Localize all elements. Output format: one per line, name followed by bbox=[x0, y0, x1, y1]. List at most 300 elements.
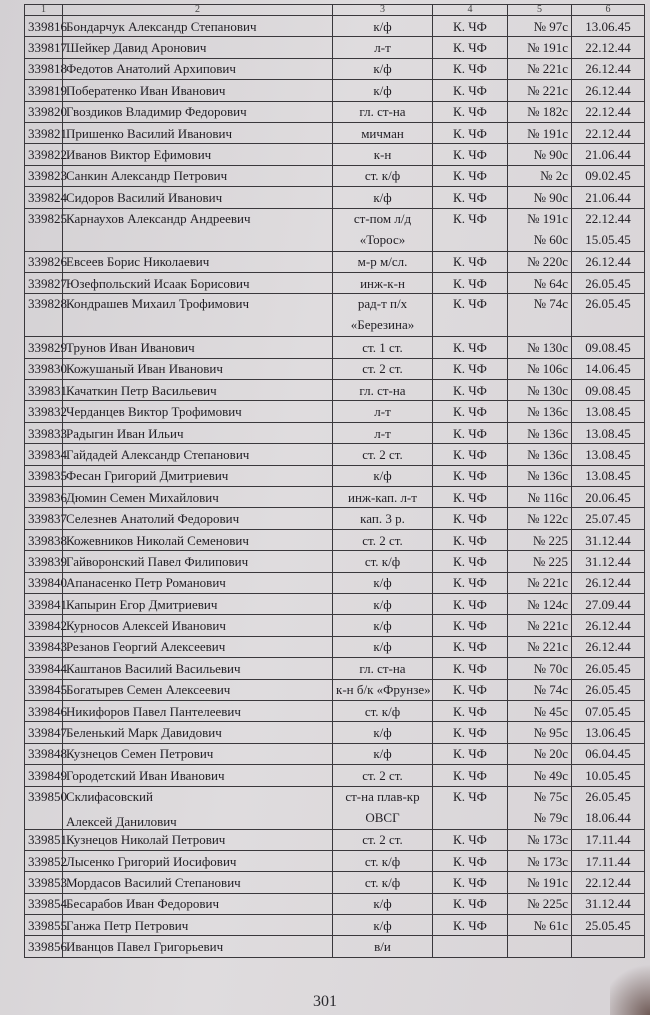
order-date-cell bbox=[572, 786, 645, 829]
unit-cell bbox=[433, 37, 508, 58]
order-number-cell bbox=[508, 272, 572, 293]
table-row bbox=[25, 529, 645, 550]
unit: К. ЧФ bbox=[453, 82, 487, 98]
rank-cell bbox=[333, 872, 433, 893]
record-number: 339819 bbox=[28, 82, 67, 98]
record-number-cell bbox=[25, 80, 67, 101]
order-number: № 221с bbox=[527, 61, 568, 77]
order-number-cell bbox=[508, 144, 572, 165]
rank-cell bbox=[333, 251, 433, 272]
order-number-cell bbox=[508, 936, 572, 957]
table-row bbox=[25, 208, 645, 251]
order-date-cell bbox=[572, 122, 645, 143]
unit-cell bbox=[433, 679, 508, 700]
rank: ст. к/ф bbox=[364, 168, 401, 184]
order-date: 25.07.45 bbox=[585, 511, 631, 527]
order-date: 26.12.44 bbox=[585, 61, 631, 77]
order-number-cell bbox=[508, 80, 572, 101]
unit-cell bbox=[433, 551, 508, 572]
person-name-cell bbox=[63, 358, 333, 379]
rank: к-н bbox=[373, 147, 392, 163]
order-date-cell bbox=[572, 487, 645, 508]
person-name: Бесарабов Иван Федорович bbox=[66, 896, 219, 912]
record-number: 339839 bbox=[28, 553, 67, 569]
order-date: 06.04.45 bbox=[585, 746, 631, 762]
unit: К. ЧФ bbox=[453, 404, 487, 420]
record-number: 339840 bbox=[28, 575, 67, 591]
rank-cell bbox=[333, 850, 433, 871]
table-row bbox=[25, 337, 645, 358]
order-number: № 220с bbox=[527, 254, 568, 270]
unit: К. ЧФ bbox=[453, 210, 487, 226]
order-number-cell bbox=[508, 187, 572, 208]
order-date: 13.08.45 bbox=[585, 404, 631, 420]
table-row bbox=[25, 80, 645, 101]
order-date-cell bbox=[572, 380, 645, 401]
order-date: 17.11.44 bbox=[585, 832, 631, 848]
table-row bbox=[25, 850, 645, 871]
order-date: 20.06.45 bbox=[585, 489, 631, 505]
person-name: Лысенко Григорий Иосифович bbox=[66, 853, 237, 869]
table-row bbox=[25, 187, 645, 208]
person-name: Черданцев Виктор Трофимович bbox=[66, 404, 242, 420]
order-number: № 90с bbox=[533, 147, 568, 163]
unit: К. ЧФ bbox=[453, 511, 487, 527]
rank: ст-пом л/д bbox=[353, 210, 412, 226]
rank-cell bbox=[333, 786, 433, 829]
rank: к/ф bbox=[373, 618, 392, 634]
record-number: 339817 bbox=[28, 40, 67, 56]
person-name: Карнаухов Александр Андреевич bbox=[66, 210, 251, 226]
rank-cell bbox=[333, 144, 433, 165]
rank: гл. ст-на bbox=[359, 382, 406, 398]
order-date: 26.05.45 bbox=[585, 296, 631, 312]
record-number-cell bbox=[25, 380, 67, 401]
order-number-cell bbox=[508, 915, 572, 936]
table-row bbox=[25, 636, 645, 657]
record-number: 339836 bbox=[28, 489, 67, 505]
order-number: № 191с bbox=[527, 40, 568, 56]
order-date-cell bbox=[572, 722, 645, 743]
table-row bbox=[25, 58, 645, 79]
order-date-cell bbox=[572, 700, 645, 721]
order-date-cell bbox=[572, 872, 645, 893]
order-number: № 191с bbox=[527, 125, 568, 141]
order-number: № 182с bbox=[527, 104, 568, 120]
order-number-cell bbox=[508, 465, 572, 486]
order-date-line2: 18.06.44 bbox=[585, 809, 631, 825]
order-number: № 225 bbox=[532, 532, 568, 548]
order-date: 27.09.44 bbox=[585, 596, 631, 612]
order-date-cell bbox=[572, 208, 645, 251]
rank: ст. к/ф bbox=[364, 703, 401, 719]
order-number: № 225 bbox=[532, 553, 568, 569]
order-date-line2: 15.05.45 bbox=[585, 231, 631, 247]
person-name: Юзефпольский Исаак Борисович bbox=[66, 275, 250, 291]
rank: к/ф bbox=[373, 575, 392, 591]
order-date: 26.05.45 bbox=[585, 660, 631, 676]
table-row bbox=[25, 743, 645, 764]
record-number: 339845 bbox=[28, 682, 67, 698]
person-name-cell bbox=[63, 786, 333, 829]
unit-cell bbox=[433, 636, 508, 657]
record-number-cell bbox=[25, 208, 67, 251]
record-number: 339820 bbox=[28, 104, 67, 120]
person-name: Гайдадей Александр Степанович bbox=[66, 446, 250, 462]
order-date: 07.05.45 bbox=[585, 703, 631, 719]
person-name-cell bbox=[63, 829, 333, 850]
record-number: 339854 bbox=[28, 896, 67, 912]
rank-cell bbox=[333, 122, 433, 143]
unit-cell bbox=[433, 337, 508, 358]
record-number: 339818 bbox=[28, 61, 67, 77]
order-date-cell bbox=[572, 765, 645, 786]
unit: К. ЧФ bbox=[453, 425, 487, 441]
unit-cell bbox=[433, 829, 508, 850]
order-number: № 95с bbox=[533, 725, 568, 741]
order-date-cell bbox=[572, 551, 645, 572]
rank: инж-к-н bbox=[360, 275, 405, 291]
record-number: 339855 bbox=[28, 917, 67, 933]
unit: К. ЧФ bbox=[453, 682, 487, 698]
record-number: 339850 bbox=[28, 788, 67, 804]
unit: К. ЧФ bbox=[453, 382, 487, 398]
order-date: 26.12.44 bbox=[585, 254, 631, 270]
order-date: 22.12.44 bbox=[585, 104, 631, 120]
rank-cell bbox=[333, 444, 433, 465]
person-name-cell bbox=[63, 850, 333, 871]
order-date-cell bbox=[572, 358, 645, 379]
person-name: Кожевников Николай Семенович bbox=[66, 532, 249, 548]
person-name-cell bbox=[63, 572, 333, 593]
record-number-cell bbox=[25, 165, 67, 186]
table-row bbox=[25, 508, 645, 529]
unit-cell bbox=[433, 422, 508, 443]
order-number-cell bbox=[508, 401, 572, 422]
record-number: 339846 bbox=[28, 703, 67, 719]
order-date-cell bbox=[572, 272, 645, 293]
rank-cell bbox=[333, 700, 433, 721]
unit-cell bbox=[433, 272, 508, 293]
order-date: 09.02.45 bbox=[585, 168, 631, 184]
unit-cell bbox=[433, 872, 508, 893]
table-row bbox=[25, 679, 645, 700]
person-name-cell bbox=[63, 144, 333, 165]
unit-cell bbox=[433, 743, 508, 764]
unit: К. ЧФ bbox=[453, 339, 487, 355]
table-row bbox=[25, 872, 645, 893]
rank-cell bbox=[333, 636, 433, 657]
table-row bbox=[25, 487, 645, 508]
unit-cell bbox=[433, 465, 508, 486]
rank: к/ф bbox=[373, 82, 392, 98]
order-number-cell bbox=[508, 422, 572, 443]
rank-cell bbox=[333, 16, 433, 37]
order-number: № 221с bbox=[527, 618, 568, 634]
unit: К. ЧФ bbox=[453, 788, 487, 804]
unit: К. ЧФ bbox=[453, 532, 487, 548]
unit-cell bbox=[433, 294, 508, 337]
unit-cell bbox=[433, 165, 508, 186]
person-name: Евсеев Борис Николаевич bbox=[66, 254, 210, 270]
unit-cell bbox=[433, 572, 508, 593]
order-number-cell bbox=[508, 829, 572, 850]
order-date: 13.08.45 bbox=[585, 425, 631, 441]
record-number: 339831 bbox=[28, 382, 67, 398]
rank: в/и bbox=[374, 939, 391, 955]
order-date: 26.12.44 bbox=[585, 618, 631, 634]
record-number-cell bbox=[25, 444, 67, 465]
order-date-cell bbox=[572, 294, 645, 337]
order-date: 17.11.44 bbox=[585, 853, 631, 869]
order-number-cell bbox=[508, 37, 572, 58]
unit-cell bbox=[433, 251, 508, 272]
person-name: Побератенко Иван Иванович bbox=[66, 82, 226, 98]
unit: К. ЧФ bbox=[453, 553, 487, 569]
order-date: 31.12.44 bbox=[585, 553, 631, 569]
order-number-cell bbox=[508, 58, 572, 79]
table-row bbox=[25, 658, 645, 679]
rank-cell bbox=[333, 572, 433, 593]
person-name: Иванцов Павел Григорьевич bbox=[66, 939, 224, 955]
rank: ст. 2 ст. bbox=[362, 446, 403, 462]
order-number-cell bbox=[508, 551, 572, 572]
column-header: 2 bbox=[63, 5, 333, 16]
order-date-cell bbox=[572, 508, 645, 529]
rank-cell bbox=[333, 487, 433, 508]
person-name: Радыгин Иван Ильич bbox=[66, 425, 184, 441]
table-row bbox=[25, 593, 645, 614]
record-number-cell bbox=[25, 765, 67, 786]
order-number: № 221с bbox=[527, 639, 568, 655]
order-date-cell bbox=[572, 422, 645, 443]
rank: к-н б/к «Фрунзе» bbox=[336, 682, 431, 698]
order-date: 22.12.44 bbox=[585, 210, 631, 226]
order-date-cell bbox=[572, 80, 645, 101]
person-name-cell bbox=[63, 337, 333, 358]
person-name-cell bbox=[63, 593, 333, 614]
order-number: № 136с bbox=[527, 404, 568, 420]
person-name-cell bbox=[63, 872, 333, 893]
person-name-cell bbox=[63, 422, 333, 443]
record-number: 339833 bbox=[28, 425, 67, 441]
rank-cell bbox=[333, 165, 433, 186]
rank: ст-на плав-кр bbox=[345, 788, 420, 804]
table-row bbox=[25, 936, 645, 957]
record-number-cell bbox=[25, 615, 67, 636]
person-name: Гвоздиков Владимир Федорович bbox=[66, 104, 247, 120]
person-name: Федотов Анатолий Архипович bbox=[66, 61, 236, 77]
rank: к/ф bbox=[373, 746, 392, 762]
person-name-cell bbox=[63, 380, 333, 401]
unit-cell bbox=[433, 765, 508, 786]
person-name: Дюмин Семен Михайлович bbox=[66, 489, 219, 505]
person-name-cell bbox=[63, 165, 333, 186]
record-number: 339828 bbox=[28, 296, 67, 312]
order-number-cell bbox=[508, 294, 572, 337]
order-date-cell bbox=[572, 251, 645, 272]
rank-cell bbox=[333, 422, 433, 443]
record-number: 339849 bbox=[28, 767, 67, 783]
person-name: Резанов Георгий Алексеевич bbox=[66, 639, 226, 655]
rank: ст. к/ф bbox=[364, 853, 401, 869]
person-name: Трунов Иван Иванович bbox=[66, 339, 195, 355]
order-date: 21.06.44 bbox=[585, 147, 631, 163]
table-row bbox=[25, 422, 645, 443]
unit: К. ЧФ bbox=[453, 275, 487, 291]
table-row bbox=[25, 101, 645, 122]
record-number-cell bbox=[25, 37, 67, 58]
rank-cell bbox=[333, 337, 433, 358]
record-number: 339830 bbox=[28, 361, 67, 377]
order-date-cell bbox=[572, 829, 645, 850]
rank: ст. 2 ст. bbox=[362, 532, 403, 548]
order-number: № 191с bbox=[527, 210, 568, 226]
record-number-cell bbox=[25, 786, 67, 829]
unit: К. ЧФ bbox=[453, 596, 487, 612]
record-number: 339848 bbox=[28, 746, 67, 762]
order-date: 31.12.44 bbox=[585, 532, 631, 548]
order-date: 26.05.45 bbox=[585, 682, 631, 698]
order-date: 22.12.44 bbox=[585, 40, 631, 56]
unit: К. ЧФ bbox=[453, 703, 487, 719]
person-name: Санкин Александр Петрович bbox=[66, 168, 228, 184]
rank: к/ф bbox=[373, 189, 392, 205]
record-number: 339834 bbox=[28, 446, 67, 462]
order-date-cell bbox=[572, 444, 645, 465]
award-register-table bbox=[24, 4, 645, 958]
order-number-cell bbox=[508, 572, 572, 593]
record-number-cell bbox=[25, 337, 67, 358]
table-row bbox=[25, 401, 645, 422]
record-number: 339826 bbox=[28, 254, 67, 270]
record-number: 339829 bbox=[28, 339, 67, 355]
unit-cell bbox=[433, 658, 508, 679]
person-name: Богатырев Семен Алексеевич bbox=[66, 682, 231, 698]
record-number: 339823 bbox=[28, 168, 67, 184]
unit-cell bbox=[433, 786, 508, 829]
order-number-cell bbox=[508, 786, 572, 829]
rank-cell bbox=[333, 765, 433, 786]
rank: к/ф bbox=[373, 61, 392, 77]
record-number-cell bbox=[25, 722, 67, 743]
order-number: № 130с bbox=[527, 339, 568, 355]
unit-cell bbox=[433, 700, 508, 721]
order-number-cell bbox=[508, 337, 572, 358]
order-number: № 116с bbox=[527, 489, 568, 505]
order-number-cell bbox=[508, 700, 572, 721]
table-row bbox=[25, 16, 645, 37]
person-name-cell bbox=[63, 294, 333, 337]
person-name: Никифоров Павел Пантелеевич bbox=[66, 703, 241, 719]
table-row bbox=[25, 144, 645, 165]
table-row bbox=[25, 615, 645, 636]
unit: К. ЧФ bbox=[453, 660, 487, 676]
order-number-cell bbox=[508, 658, 572, 679]
record-number-cell bbox=[25, 508, 67, 529]
order-number: № 49с bbox=[533, 767, 568, 783]
order-date: 21.06.44 bbox=[585, 189, 631, 205]
order-number-cell bbox=[508, 743, 572, 764]
order-date: 31.12.44 bbox=[585, 896, 631, 912]
person-name: Бондарчук Александр Степанович bbox=[66, 18, 257, 34]
person-name-cell bbox=[63, 208, 333, 251]
table-row bbox=[25, 786, 645, 829]
record-number: 339835 bbox=[28, 468, 67, 484]
record-number-cell bbox=[25, 893, 67, 914]
order-number: № 74с bbox=[533, 296, 568, 312]
order-date-cell bbox=[572, 187, 645, 208]
record-number-cell bbox=[25, 829, 67, 850]
unit-cell bbox=[433, 593, 508, 614]
record-number: 339816 bbox=[28, 18, 67, 34]
table-row bbox=[25, 294, 645, 337]
order-date: 22.12.44 bbox=[585, 125, 631, 141]
person-name-cell bbox=[63, 80, 333, 101]
order-number: № 191с bbox=[527, 874, 568, 890]
record-number-cell bbox=[25, 465, 67, 486]
rank-cell bbox=[333, 593, 433, 614]
order-date-cell bbox=[572, 529, 645, 550]
rank: ст. 2 ст. bbox=[362, 361, 403, 377]
order-number: № 2с bbox=[540, 168, 568, 184]
order-number-cell bbox=[508, 529, 572, 550]
order-number-line2: № 60с bbox=[533, 231, 568, 247]
unit-cell bbox=[433, 58, 508, 79]
unit: К. ЧФ bbox=[453, 147, 487, 163]
record-number-cell bbox=[25, 187, 67, 208]
order-date-cell bbox=[572, 636, 645, 657]
order-date-cell bbox=[572, 16, 645, 37]
unit: К. ЧФ bbox=[453, 125, 487, 141]
unit-cell bbox=[433, 80, 508, 101]
unit: К. ЧФ bbox=[453, 468, 487, 484]
table-row bbox=[25, 37, 645, 58]
order-number-cell bbox=[508, 380, 572, 401]
person-name-cell bbox=[63, 679, 333, 700]
rank-cell bbox=[333, 508, 433, 529]
person-name-cell bbox=[63, 765, 333, 786]
order-number-cell bbox=[508, 872, 572, 893]
person-name-cell bbox=[63, 58, 333, 79]
rank: ст. к/ф bbox=[364, 553, 401, 569]
order-date: 09.08.45 bbox=[585, 339, 631, 355]
rank-cell bbox=[333, 743, 433, 764]
order-date-cell bbox=[572, 679, 645, 700]
order-date-cell bbox=[572, 615, 645, 636]
table-row bbox=[25, 444, 645, 465]
rank: к/ф bbox=[373, 639, 392, 655]
unit-cell bbox=[433, 915, 508, 936]
record-number: 339838 bbox=[28, 532, 67, 548]
column-header: 4 bbox=[433, 5, 508, 16]
table-row bbox=[25, 722, 645, 743]
order-date-cell bbox=[572, 850, 645, 871]
unit-cell bbox=[433, 187, 508, 208]
order-number: № 136с bbox=[527, 425, 568, 441]
record-number-cell bbox=[25, 401, 67, 422]
order-number: № 90с bbox=[533, 189, 568, 205]
unit: К. ЧФ bbox=[453, 917, 487, 933]
record-number-cell bbox=[25, 272, 67, 293]
rank-cell bbox=[333, 829, 433, 850]
rank: к/ф bbox=[373, 468, 392, 484]
rank-cell bbox=[333, 294, 433, 337]
rank: мичман bbox=[361, 125, 404, 141]
person-name-cell bbox=[63, 722, 333, 743]
person-name: Капырин Егор Дмитриевич bbox=[66, 596, 218, 612]
person-name: Гайворонский Павел Филипович bbox=[66, 553, 249, 569]
